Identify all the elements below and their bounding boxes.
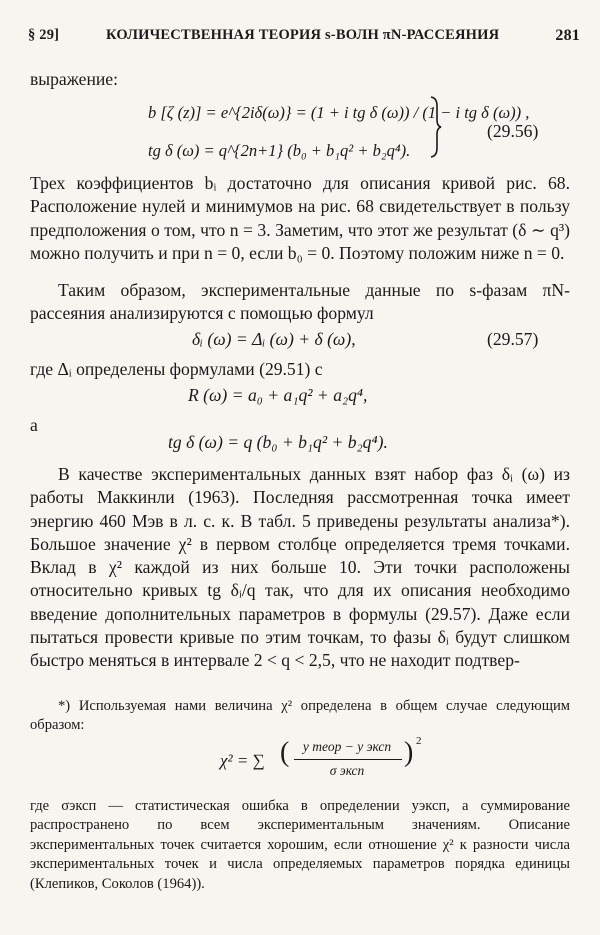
- chi-square-lhs: χ² = ∑: [220, 751, 265, 770]
- section-ref: § 29]: [28, 27, 60, 43]
- chi-square-formula: [220, 735, 440, 791]
- chi-square-numerator: y теор − y эксп: [302, 739, 392, 754]
- chi-square-exponent: 2: [416, 735, 422, 747]
- equation-tg-delta: tg δ (ω) = q (b₀ + b₁q² + b₂q⁴).: [168, 432, 388, 452]
- intro-text: выражение:: [30, 69, 118, 89]
- equation-29-57: δᵢ (ω) = Δᵢ (ω) + δ (ω),: [192, 329, 356, 349]
- running-title: КОЛИЧЕСТВЕННАЯ ТЕОРИЯ s-ВОЛН πN-РАССЕЯНИЯ: [106, 27, 500, 43]
- chi-square-denominator: σ эксп: [329, 763, 365, 778]
- paragraph-1-text: Трех коэффициентов bᵢ достаточно для описания кривой рис. 68. Расположение нулей и минимумов на рис. 68 свидетельствует в пользу предположения о том, что n = 3. Заметим, что этот же результат (δ ∼ q³) можно получить и при n = 0, если b₀ = 0. Поэтому положим ниже n = 0.: [30, 173, 570, 263]
- paragraph-3: [30, 463, 570, 673]
- paragraph-2: [30, 279, 570, 326]
- footnote-explanation-text: где σэксп — статистическая ошибка в определении yэксп, а суммирование распространено по всем экспериментальным значениям. Описание экспериментальных точек считается хорошим, если отношение χ² к разности числа экспериментальных точек и числа определяемых параметров порядка единицы (Клепиков, Соколов (1964)).: [30, 798, 570, 892]
- left-paren: (: [280, 737, 290, 768]
- equation-R: R (ω) = a₀ + a₁q² + a₂q⁴,: [188, 385, 368, 405]
- page-number: 281: [555, 27, 580, 44]
- and-text: а: [30, 415, 38, 435]
- paragraph-3-text: В качестве экспериментальных данных взят набор фаз δᵢ (ω) из работы Маккинли (1963). Последняя рассмотренная точка имеет энергию 460 Мэв в л. с. к. В табл. 5 приведены результаты анализа*). Большое значение χ² в первом столбце определяется тремя точками. Вклад в χ² каждой из них больше 10. Эти точки расположены относительно кривых tg δᵢ/q так, что для их описания необходимо введение дополнительных параметров в формулы (29.57). Даже если пытаться провести кривые по этим точкам, то фазы δᵢ будут слишком быстро меняться в интервале 2 < q < 2,5, что не находит подтвер-: [30, 464, 570, 671]
- fraction-bar: [294, 759, 402, 760]
- equation-29-56-line-2: tg δ (ω) = q^{2n+1} (b₀ + b₁q² + b₂q⁴).: [148, 141, 411, 160]
- equation-number-29-57: (29.57): [487, 329, 539, 349]
- where-text: где Δᵢ определены формулами (29.51) с: [30, 359, 323, 379]
- right-brace: [430, 96, 442, 158]
- paragraph-1: [30, 172, 570, 265]
- footnote-intro: [30, 697, 570, 736]
- right-paren: ): [404, 737, 414, 768]
- running-header: [28, 27, 582, 49]
- paragraph-2-text: Таким образом, экспериментальные данные по s-фазам πN-рассеяния анализируются с помощью формул: [30, 280, 570, 324]
- equation-number-29-56: (29.56): [487, 121, 539, 141]
- equation-29-56-line-1: b [ζ (z)] = e^{2iδ(ω)} = (1 + i tg δ (ω)) / (1 − i tg δ (ω)) ,: [148, 103, 530, 122]
- footnote-intro-text: *) Используемая нами величина χ² определена в общем случае следующим образом:: [30, 698, 570, 734]
- footnote-explanation: [30, 797, 570, 894]
